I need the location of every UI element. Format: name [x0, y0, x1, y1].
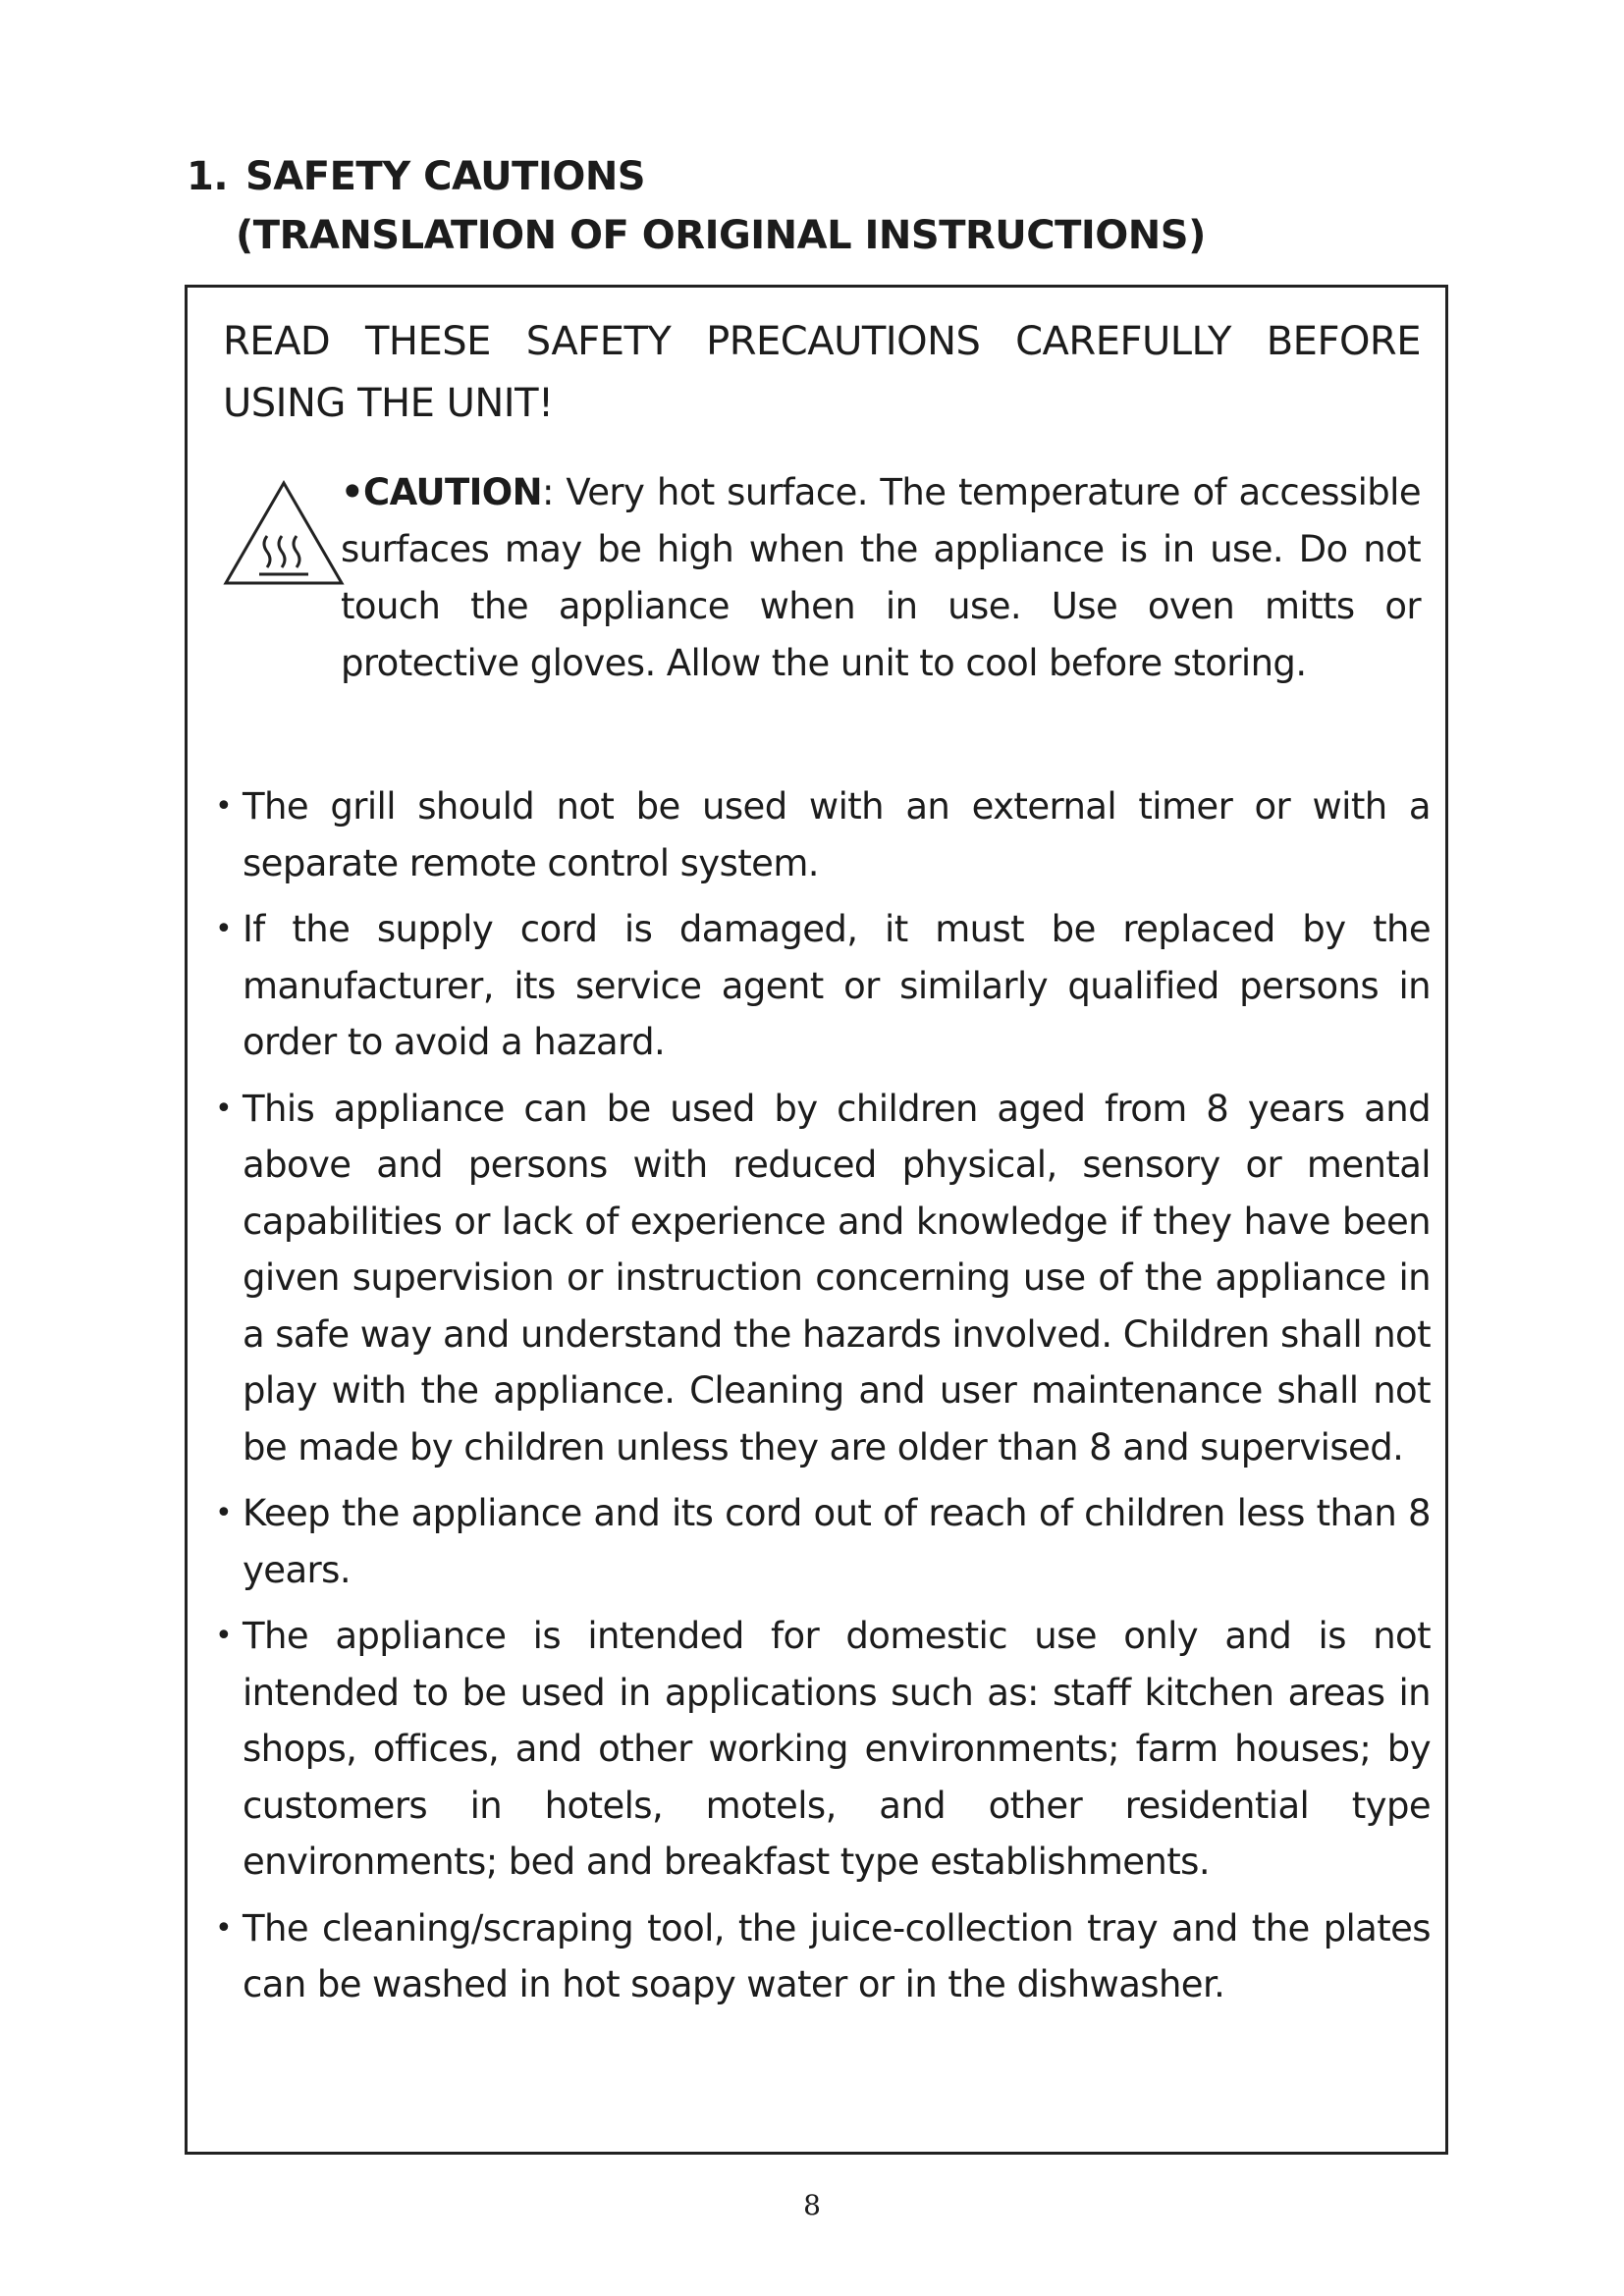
list-item-text: This appliance can be used by children aged from 8 years and above and persons with reduced physical, sensory or mental capabilities or lack of experience and knowledge if they have been given supervision or instruction concerning use of the appliance in a safe way and understand the hazards involved. Children shall not play with the appliance. Cleaning and user maintenance shall not be made by children unless they are older than 8 and supervised. [243, 1087, 1431, 1468]
list-item [215, 1485, 1431, 1598]
bullet-icon: • [215, 1619, 233, 1653]
list-item [215, 1900, 1431, 2013]
heading-line-1 [187, 147, 1463, 206]
bullet-icon: • [215, 912, 233, 946]
caution-paragraph [341, 464, 1421, 692]
bullet-icon: • [215, 789, 233, 824]
bullet-icon: • [215, 1910, 233, 1946]
list-item-text: If the supply cord is damaged, it must be replaced by the manufacturer, its service agent or similarly qualified persons in order to avoid a hazard. [243, 908, 1431, 1063]
caution-label: •CAUTION [341, 471, 542, 513]
page-number: 8 [803, 2189, 821, 2221]
hot-surface-warning-icon [223, 479, 346, 587]
safety-list [215, 778, 1431, 2023]
safety-box [185, 285, 1448, 2155]
list-item [215, 1081, 1431, 1476]
section-subtitle: (TRANSLATION OF ORIGINAL INSTRUCTIONS) [236, 213, 1206, 258]
list-item-text: The grill should not be used with an external timer or with a separate remote control system. [243, 785, 1431, 884]
section-heading [187, 147, 1463, 265]
section-title: SAFETY CAUTIONS [245, 154, 646, 199]
list-item-text: The cleaning/scraping tool, the juice-collection tray and the plates can be washed in hot soapy water or in the dishwasher. [243, 1906, 1431, 2005]
bullet-icon: • [215, 1496, 233, 1530]
intro-notice: READ THESE SAFETY PRECAUTIONS CAREFULLY BEFORE USING THE UNIT! [223, 319, 1421, 426]
list-item-text: Keep the appliance and its cord out of reach of children less than 8 years. [243, 1492, 1431, 1591]
section-number: 1. [187, 154, 229, 199]
caution-text: : Very hot surface. The temperature of accessible surfaces may be high when the appliance is in use. Do not touch the appliance when in use. Use oven mitts or protective gloves. Allow the unit to cool before storing. [341, 471, 1421, 684]
bullet-icon: • [215, 1091, 233, 1126]
list-item [215, 901, 1431, 1071]
list-item [215, 1608, 1431, 1891]
list-item-text: The appliance is intended for domestic use only and is not intended to be used in applications such as: staff kitchen areas in shops, offices, and other working environments; farm houses; by customers in hotels, motels, and other residential type environments; bed and breakfast type establishments. [243, 1615, 1431, 1883]
list-item [215, 778, 1431, 891]
